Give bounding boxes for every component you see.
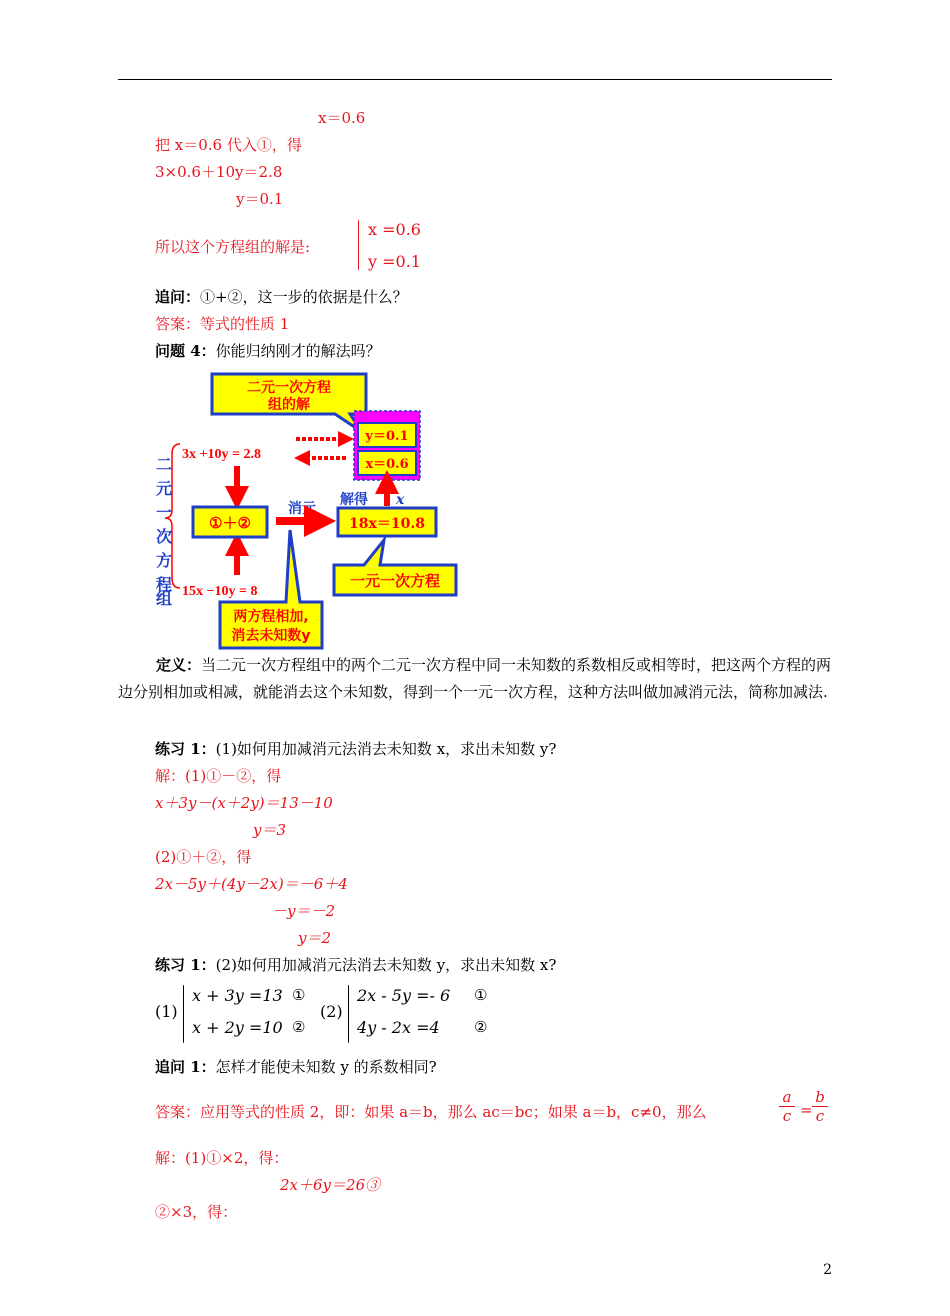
sol1-line1: 解：(1)①－②，得	[155, 767, 282, 785]
elim-label: 消元	[288, 501, 316, 517]
svg-text:一元一次方程: 一元一次方程	[349, 572, 441, 590]
system2-eq2: 4y - 2x =4	[357, 1018, 440, 1037]
header-rule	[118, 79, 832, 80]
svg-text:两方程相加,: 两方程相加,	[233, 609, 309, 625]
system1-tag2: ②	[292, 1018, 306, 1036]
sol2-line2: 2x＋6y＝26③	[280, 1176, 381, 1194]
line-substitute: 把 x＝0.6 代入①，得	[155, 136, 302, 154]
sol1-line7: y＝2	[298, 929, 332, 947]
sol1-line2: x＋3y－(x＋2y)＝13－10	[155, 794, 333, 812]
question-4: 问题 4：你能归纳刚才的解法吗？	[155, 342, 381, 360]
svg-text:x: x	[396, 492, 405, 508]
system2-tag2: ②	[474, 1018, 488, 1036]
svg-text:程: 程	[155, 575, 173, 594]
svg-text:18x＝10.8: 18x＝10.8	[349, 516, 425, 532]
diagram-eq2: 15x −10y = 8	[182, 584, 258, 599]
svg-text:组的解: 组的解	[268, 397, 310, 413]
sol1-line3: y＝3	[253, 821, 287, 839]
fraction-a-over-c: a c	[779, 1088, 795, 1125]
svg-text:元: 元	[155, 479, 173, 498]
svg-text:二: 二	[155, 455, 173, 474]
line-y-value: y＝0.1	[236, 190, 284, 208]
solution-label: 所以这个方程组的解是:	[155, 238, 311, 256]
svg-text:一: 一	[155, 503, 173, 522]
solution-brace	[358, 220, 359, 270]
svg-text:方: 方	[155, 551, 173, 570]
solution-x: x =0.6	[368, 220, 421, 239]
fraction-b-over-c: b c	[812, 1088, 828, 1125]
system2-tag1: ①	[474, 986, 488, 1004]
sol1-line4: (2)①＋②，得	[155, 848, 252, 866]
sol2-line1: 解：(1)①×2，得：	[155, 1149, 289, 1167]
svg-text:x＝0.6: x＝0.6	[365, 457, 409, 472]
system1-tag1: ①	[292, 986, 306, 1004]
answer-2: 答案：应用等式的性质 2，即：如果 a＝b，那么 ac＝bc；如果 a＝b，c≠0，那么	[155, 1103, 707, 1121]
callout-linear-equation	[334, 540, 456, 595]
followup-question: 追问：①+②，这一步的依据是什么？	[155, 288, 408, 306]
exercise-1a: 练习 1：(1)如何用加减消元法消去未知数 x，求出未知数 y?	[155, 740, 557, 758]
system1-eq2: x + 2y =10	[192, 1018, 283, 1037]
svg-text:①＋②: ①＋②	[209, 514, 251, 532]
sol1-line5: 2x－5y＋(4y－2x)＝－6＋4	[155, 875, 348, 893]
sol2-line3: ②×3，得：	[155, 1203, 238, 1221]
system2-eq1: 2x - 5y =- 6	[357, 986, 451, 1005]
system1-eq1: x + 3y =13	[192, 986, 283, 1005]
system2-brace	[348, 985, 349, 1043]
sol1-line6: －y＝－2	[272, 902, 336, 920]
exercise-1b: 练习 1：(2)如何用加减消元法消去未知数 y，求出未知数 x?	[155, 956, 557, 974]
elimination-diagram	[150, 370, 470, 655]
svg-text:次: 次	[155, 527, 173, 546]
diagram-eq1: 3x +10y = 2.8	[182, 447, 261, 462]
svg-text:消去未知数y: 消去未知数y	[231, 628, 311, 644]
system1-label: (1)	[155, 1002, 178, 1021]
followup-question-2: 追问 1：怎样才能使未知数 y 的系数相同?	[155, 1058, 437, 1076]
vertical-label	[156, 455, 172, 608]
fraction-equals: =	[800, 1101, 813, 1119]
svg-text:y＝0.1: y＝0.1	[365, 429, 409, 444]
svg-text:组: 组	[155, 589, 173, 608]
answer-1: 答案：等式的性质 1	[155, 315, 290, 333]
definition-paragraph: 定义：当二元一次方程组中的两个二元一次方程中同一未知数的系数相反或相等时，把这两个方程的两边分别相加或相减，就能消去这个未知数，得到一个一元一次方程，这种方法叫做加减消元法，简称加减法.	[118, 656, 832, 701]
svg-text:二元一次方程: 二元一次方程	[247, 380, 331, 396]
solve-label: 解得	[340, 492, 368, 508]
line-equation: 3×0.6＋10y＝2.8	[155, 163, 283, 181]
system1-brace	[183, 985, 184, 1043]
page-number: 2	[823, 1262, 832, 1278]
callout-solution-of-system	[212, 374, 366, 432]
system2-label: (2)	[320, 1002, 343, 1021]
line-x-value: x＝0.6	[318, 109, 366, 127]
solution-y: y =0.1	[368, 252, 421, 271]
